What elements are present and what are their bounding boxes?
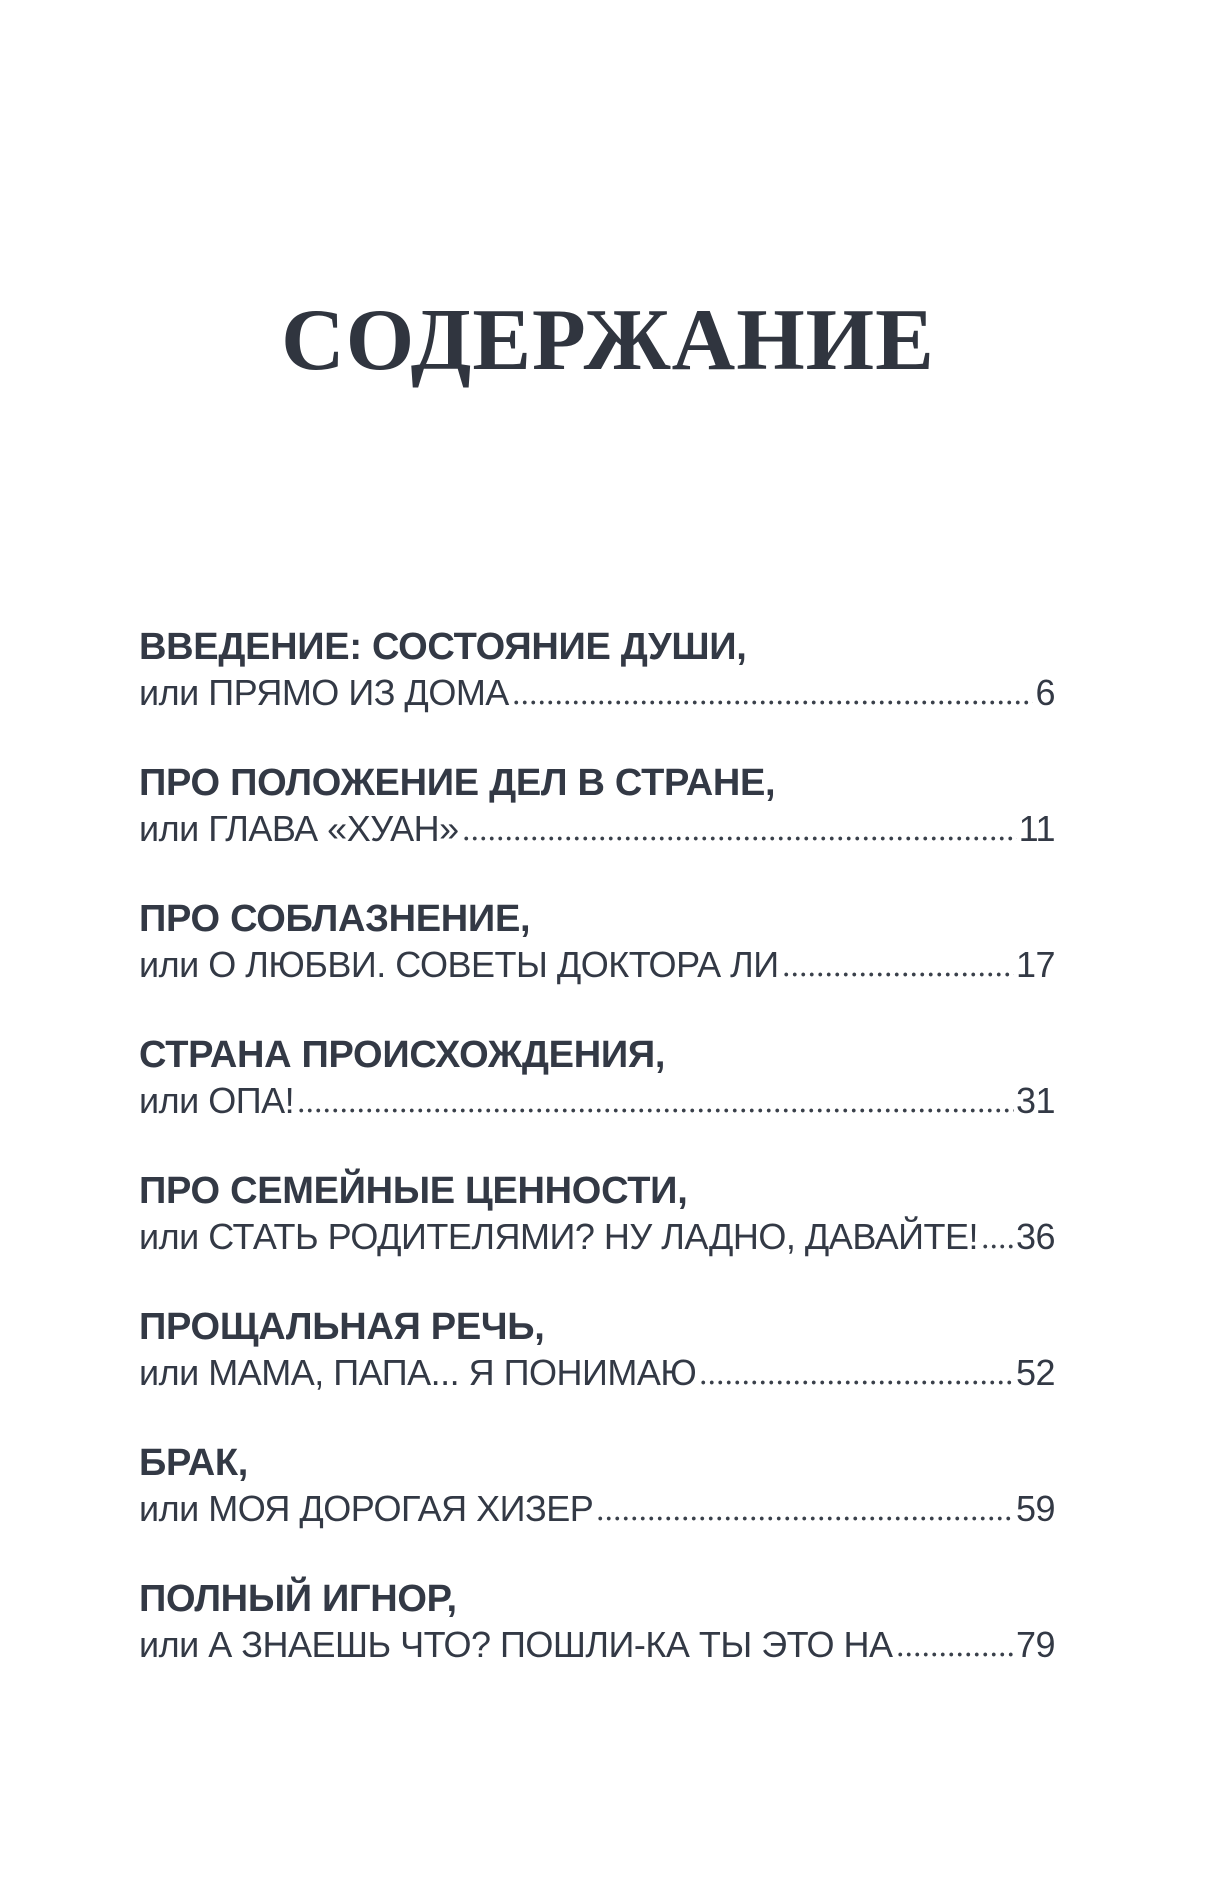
chapter-subtitle-row [139, 670, 1055, 716]
toc-entry [139, 896, 1055, 988]
chapter-subtitle-row [139, 1350, 1055, 1396]
page-number: 52 [1015, 1352, 1055, 1393]
page-number: 36 [1015, 1216, 1055, 1257]
dot-leader [981, 1244, 1014, 1249]
toc-entry [139, 760, 1055, 852]
chapter-subtitle-row [139, 942, 1055, 988]
dot-leader [699, 1380, 1014, 1385]
page-number: 17 [1015, 944, 1055, 985]
chapter-subtitle-row [139, 806, 1055, 852]
chapter-title: ПРО СОБЛАЗНЕНИЕ, [139, 898, 531, 940]
dot-leader [512, 700, 1034, 705]
toc-entry [139, 1440, 1055, 1532]
chapter-subtitle: или О ЛЮБВИ. СОВЕТЫ ДОКТОРА ЛИ [139, 944, 779, 985]
dot-leader [782, 972, 1014, 977]
chapter-subtitle-row [139, 1622, 1055, 1668]
chapter-title: БРАК, [139, 1442, 249, 1484]
toc-entry [139, 624, 1055, 716]
toc-entry [139, 1168, 1055, 1260]
table-of-contents [139, 624, 1055, 1712]
chapter-subtitle: или СТАТЬ РОДИТЕЛЯМИ? НУ ЛАДНО, ДАВАЙТЕ! [139, 1216, 979, 1257]
dot-leader [297, 1108, 1014, 1113]
page-number: 79 [1015, 1624, 1055, 1665]
page-title: СОДЕРЖАНИЕ [281, 292, 935, 389]
chapter-subtitle-row [139, 1486, 1055, 1532]
dot-leader [896, 1652, 1014, 1657]
chapter-subtitle: или А ЗНАЕШЬ ЧТО? ПОШЛИ-КА ТЫ ЭТО НА [139, 1624, 893, 1665]
chapter-title: ПОЛНЫЙ ИГНОР, [139, 1578, 457, 1620]
dot-leader [596, 1516, 1014, 1521]
toc-entry [139, 1032, 1055, 1124]
chapter-subtitle: или ГЛАВА «ХУАН» [139, 808, 459, 849]
page-number: 59 [1015, 1488, 1055, 1529]
page-number: 11 [1018, 808, 1055, 849]
chapter-title: ВВЕДЕНИЕ: СОСТОЯНИЕ ДУШИ, [139, 626, 747, 668]
chapter-subtitle: или МАМА, ПАПА... Я ПОНИМАЮ [139, 1352, 697, 1393]
chapter-title: ПРО ПОЛОЖЕНИЕ ДЕЛ В СТРАНЕ, [139, 762, 776, 804]
chapter-subtitle: или ПРЯМО ИЗ ДОМА [139, 672, 509, 713]
chapter-subtitle: или ОПА! [139, 1080, 295, 1121]
chapter-title: ПРОЩАЛЬНАЯ РЕЧЬ, [139, 1306, 545, 1348]
chapter-subtitle: или МОЯ ДОРОГАЯ ХИЗЕР [139, 1488, 594, 1529]
page-number: 6 [1035, 672, 1055, 713]
page-number: 31 [1015, 1080, 1055, 1121]
chapter-title: СТРАНА ПРОИСХОЖДЕНИЯ, [139, 1034, 666, 1076]
chapter-title: ПРО СЕМЕЙНЫЕ ЦЕННОСТИ, [139, 1170, 688, 1212]
chapter-subtitle-row [139, 1078, 1055, 1124]
chapter-subtitle-row [139, 1214, 1055, 1260]
dot-leader [462, 836, 1017, 841]
toc-entry [139, 1576, 1055, 1668]
toc-entry [139, 1304, 1055, 1396]
